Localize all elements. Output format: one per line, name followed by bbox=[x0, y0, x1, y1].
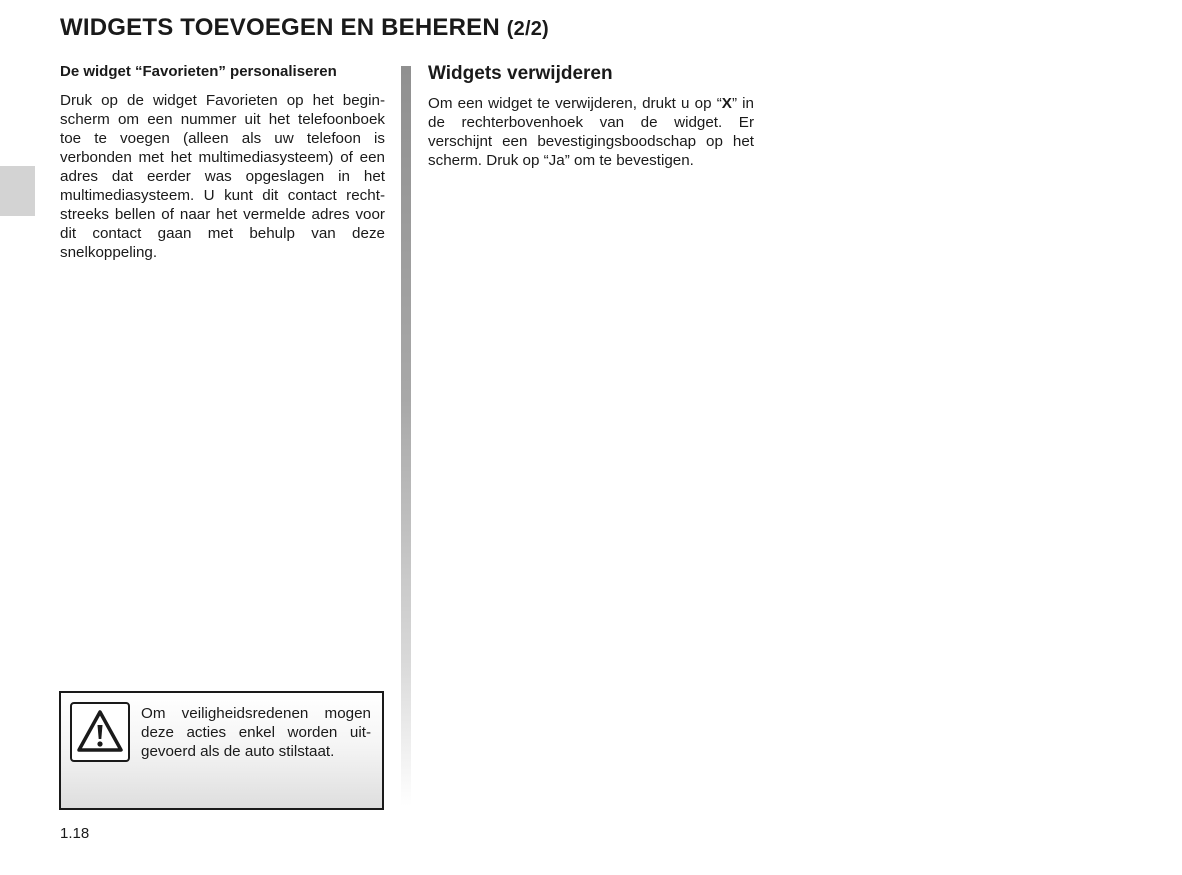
remove-text-end: ” in de rechterbovenhoek van de widget. Er verschijnt een bevestigingsboodschap op het scherm. Druk op “Ja” om te bevestigen. bbox=[428, 95, 754, 169]
page-title bbox=[60, 14, 549, 42]
left-column bbox=[60, 62, 385, 262]
page-title-text: WIDGETS TOEVOEGEN EN BEHEREN bbox=[60, 14, 500, 41]
chapter-tab bbox=[0, 166, 35, 216]
right-column bbox=[428, 62, 754, 170]
remove-text-x: X bbox=[721, 95, 732, 112]
warning-triangle-icon bbox=[70, 702, 130, 762]
remove-widgets-paragraph bbox=[428, 94, 754, 170]
favorites-paragraph: Druk op de widget Favorieten op het beginscherm om een nummer uit het telefoonboek toe te voegen (alleen als uw telefoon is verbonden met het multimediasysteem) of een adres dat eerder was opgeslagen in het multimediasysteem. U kunt dit contact rechtstreeks bellen of naar het vermelde adres voor dit contact gaan met behulp van deze snelkoppeling. bbox=[60, 92, 385, 261]
remove-widgets-heading: Widgets verwijderen bbox=[428, 63, 613, 84]
column-divider bbox=[401, 66, 411, 806]
warning-box bbox=[59, 691, 384, 810]
favorites-subheading: De widget “Favorieten” personaliseren bbox=[60, 63, 337, 80]
page-title-suffix: (2/2) bbox=[506, 18, 549, 40]
remove-text-start: Om een widget te verwijderen, drukt u op “ bbox=[428, 95, 722, 112]
warning-text: Om veiligheidsredenen mogen deze acties enkel worden uitgevoerd als de auto stilstaat. bbox=[141, 705, 371, 760]
page-number: 1.18 bbox=[60, 825, 90, 842]
